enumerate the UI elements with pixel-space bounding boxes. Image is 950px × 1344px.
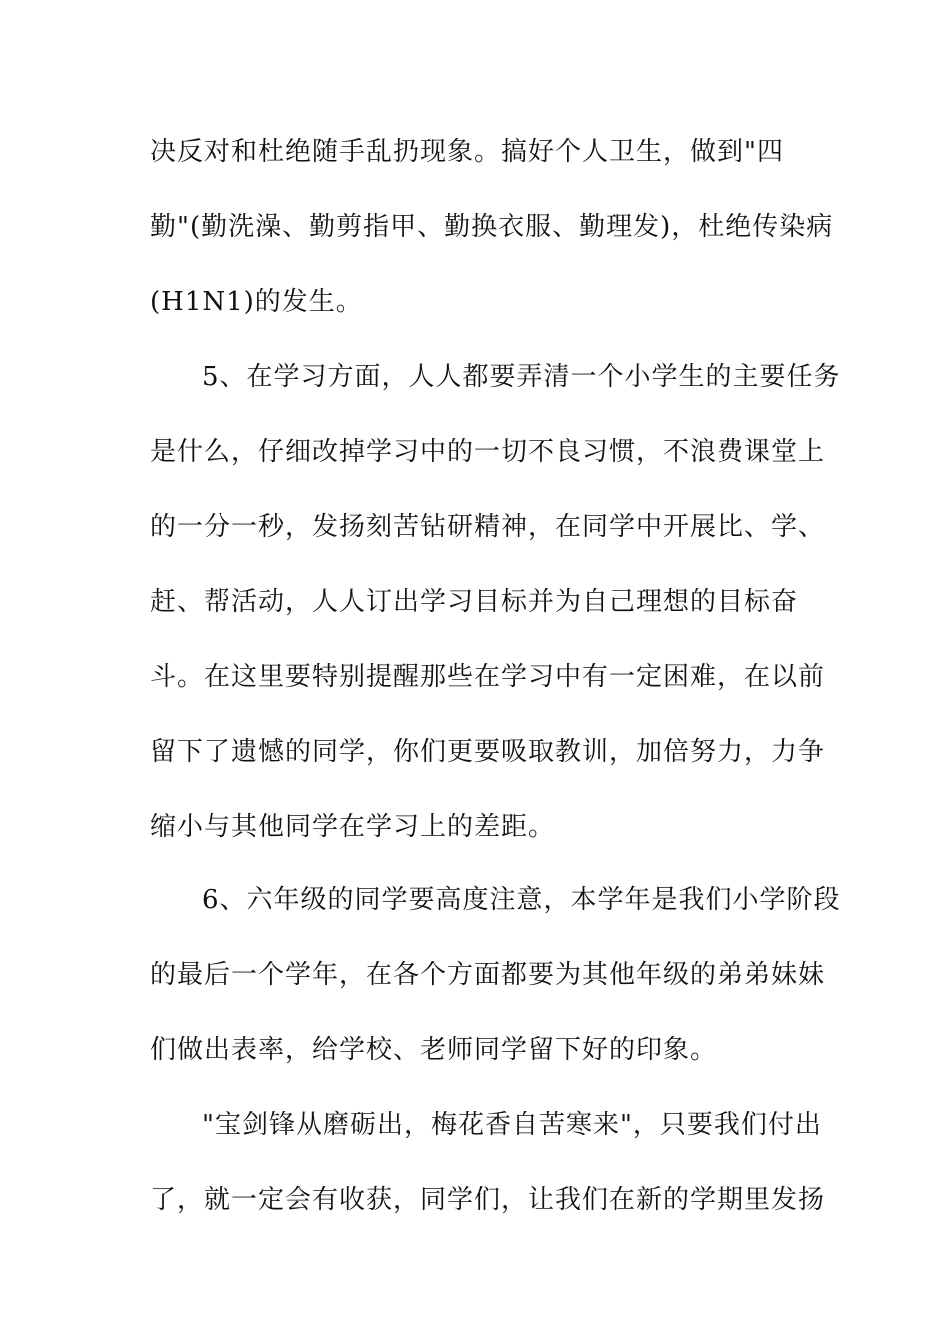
text-line: 决反对和杜绝随手乱扔现象。搞好个人卫生，做到"四 — [150, 137, 784, 167]
paragraph-first-line: 5、在学习方面，人人都要弄清一个小学生的主要任务 — [202, 362, 841, 392]
text-line: 留下了遗憾的同学，你们更要吸取教训，加倍努力，力争 — [150, 737, 826, 767]
text-line: 的最后一个学年，在各个方面都要为其他年级的弟弟妹妹 — [150, 960, 826, 990]
text-line: (H1N1)的发生。 — [150, 287, 363, 317]
paragraph-first-line: 6、六年级的同学要高度注意，本学年是我们小学阶段 — [202, 885, 841, 915]
text-line: 们做出表率，给学校、老师同学留下好的印象。 — [150, 1035, 718, 1065]
paragraph-first-line: "宝剑锋从磨砺出，梅花香自苦寒来"，只要我们付出 — [202, 1110, 822, 1140]
text-line: 了，就一定会有收获，同学们，让我们在新的学期里发扬 — [150, 1185, 826, 1215]
text-line: 缩小与其他同学在学习上的差距。 — [150, 812, 556, 842]
text-line: 勤"(勤洗澡、勤剪指甲、勤换衣服、勤理发)，杜绝传染病 — [150, 212, 834, 242]
text-line: 是什么，仔细改掉学习中的一切不良习惯，不浪费课堂上 — [150, 437, 826, 467]
text-line: 斗。在这里要特别提醒那些在学习中有一定困难，在以前 — [150, 662, 826, 692]
text-line: 的一分一秒，发扬刻苦钻研精神，在同学中开展比、学、 — [150, 512, 826, 542]
text-line: 赶、帮活动，人人订出学习目标并为自己理想的目标奋 — [150, 587, 799, 617]
